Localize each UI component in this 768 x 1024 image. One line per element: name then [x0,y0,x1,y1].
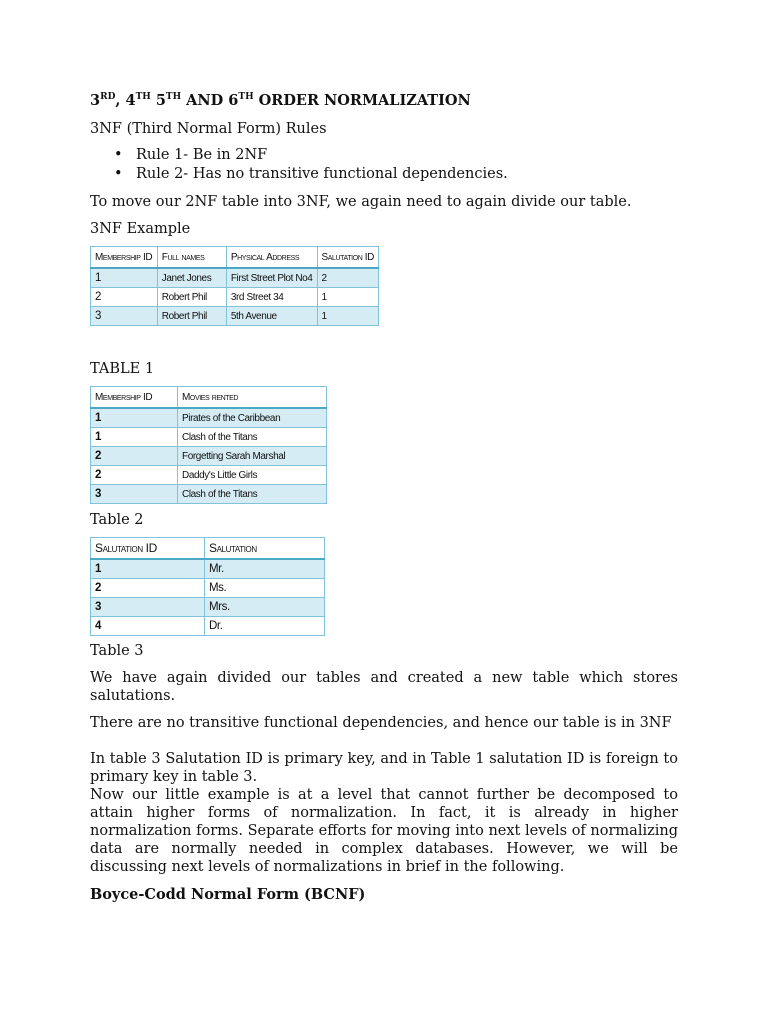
paragraph: There are no transitive functional dependencies, and hence our table is in 3NF [90,715,672,731]
table-cell: 3 [91,598,205,617]
table-row [91,485,327,504]
table-caption: TABLE 1 [90,361,155,377]
table-cell: 1 [317,307,379,326]
table-header: Membership ID [91,387,178,409]
table-cell: 3 [91,307,158,326]
table-row [91,288,379,307]
rule-item: • Rule 1- Be in 2NF [90,146,508,165]
table-1 [90,246,379,326]
rule-item: • Rule 2- Has no transitive functional dependencies. [90,165,508,184]
paragraph: Now our little example is at a level that cannot further be decomposed to attain higher forms of normalization. In fact, it is already in higher normalization forms. Separate efforts for moving into next levels of normalizing data are normally needed in complex databases. However, we will be discussing next levels of normalizations in brief in the following. [90,787,678,875]
table-cell: 1 [91,268,158,288]
table-cell: Forgetting Sarah Marshal [178,447,327,466]
table-cell: Daddy's Little Girls [178,466,327,485]
table-row [91,428,327,447]
table-cell: Robert Phil [157,288,226,307]
table-cell: Pirates of the Caribbean [178,408,327,428]
table-cell: Mr. [205,559,325,579]
move-text: To move our 2NF table into 3NF, we again need to again divide our table. [90,194,632,210]
table-row [91,447,327,466]
rules-list [90,146,508,184]
example-label: 3NF Example [90,221,191,237]
intro-text: 3NF (Third Normal Form) Rules [90,121,327,137]
table-cell: Janet Jones [157,268,226,288]
table-cell: 1 [91,408,178,428]
table-3 [90,537,325,636]
table-cell: Clash of the Titans [178,485,327,504]
table-2 [90,386,327,504]
table-cell: 2 [91,466,178,485]
table-cell: Robert Phil [157,307,226,326]
table-header: Movies rented [178,387,327,409]
table-cell: Ms. [205,579,325,598]
table-cell: Dr. [205,617,325,636]
table-row [91,617,325,636]
section-heading: Boyce-Codd Normal Form (BCNF) [90,886,366,903]
table-cell: 3rd Street 34 [226,288,317,307]
table-row [91,268,379,288]
table-header: Physical Address [226,247,317,269]
table-header: Salutation [205,538,325,560]
table-header: Membership ID [91,247,158,269]
table-header: Salutation ID [317,247,379,269]
paragraph: We have again divided our tables and created a new table which stores salutations. [90,670,678,704]
table-row [91,579,325,598]
table-caption: Table 2 [90,512,144,528]
page-title: 3RD, 4TH 5TH AND 6TH ORDER NORMALIZATION [90,92,471,109]
table-row [91,408,327,428]
table-cell: 5th Avenue [226,307,317,326]
table-row [91,559,325,579]
table-cell: 1 [91,428,178,447]
table-cell: 1 [91,559,205,579]
table-header: Salutation ID [91,538,205,560]
table-caption: Table 3 [90,643,144,659]
table-cell: 2 [91,447,178,466]
table-header: Full names [157,247,226,269]
table-cell: 4 [91,617,205,636]
table-cell: Mrs. [205,598,325,617]
table-row [91,466,327,485]
table-cell: 2 [91,288,158,307]
table-cell: First Street Plot No4 [226,268,317,288]
table-row [91,598,325,617]
table-cell: 2 [91,579,205,598]
table-cell: 3 [91,485,178,504]
table-cell: 2 [317,268,379,288]
paragraph: In table 3 Salutation ID is primary key, and in Table 1 salutation ID is foreign to primary key in table 3. [90,751,678,785]
table-cell: Clash of the Titans [178,428,327,447]
table-row [91,307,379,326]
table-cell: 1 [317,288,379,307]
